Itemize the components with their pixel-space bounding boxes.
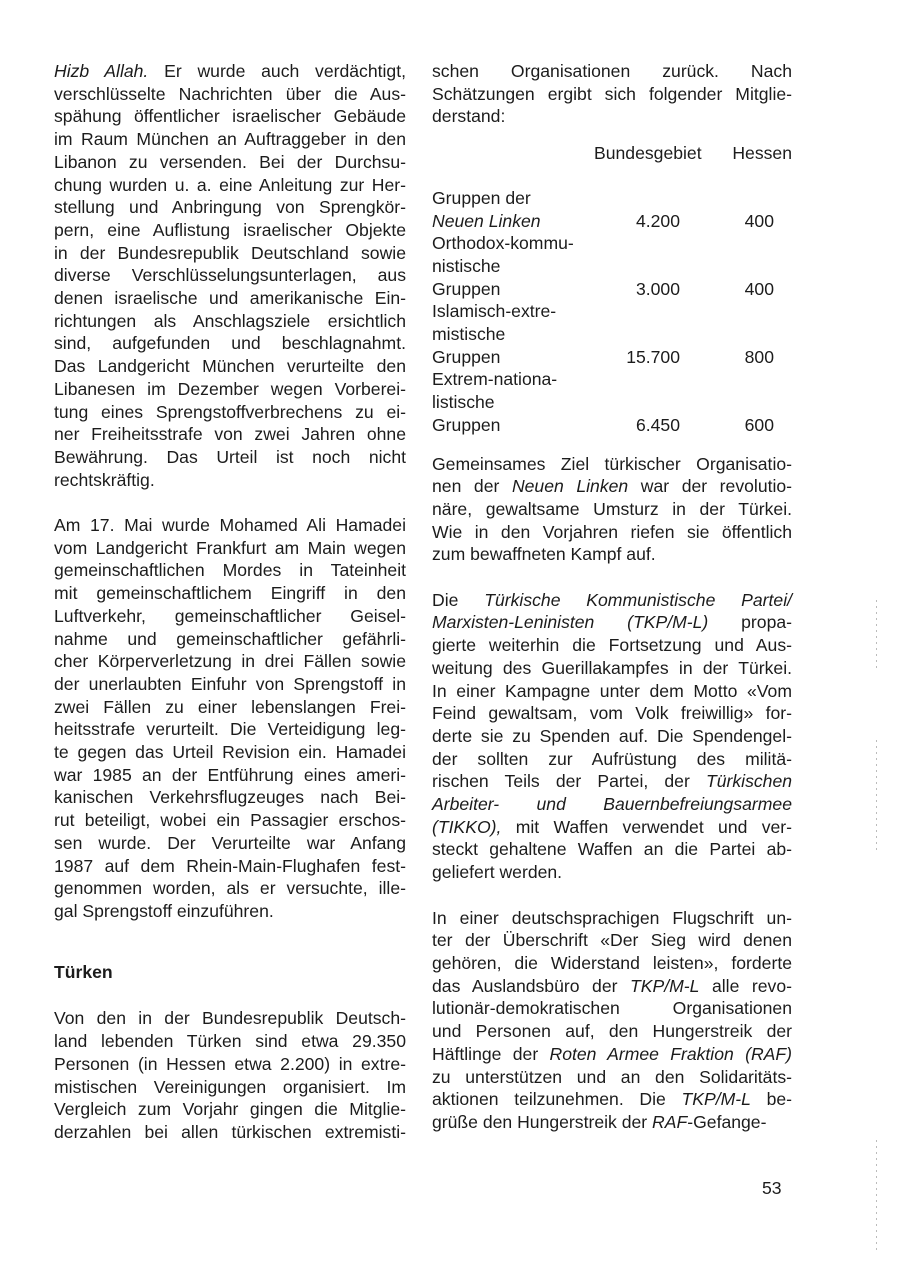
italic-term: TKP/M-L	[630, 975, 700, 996]
italic-term: Türkischen	[705, 771, 793, 792]
scan-artifact	[876, 1140, 877, 1250]
row-label: Gruppen der Neuen Linken	[432, 187, 541, 231]
italic-term: Hizb Allah.	[54, 61, 149, 81]
page-number: 53	[762, 1178, 782, 1198]
table-row	[432, 187, 792, 232]
paragraph-flugschrift: In einer deutschsprachigen Flugschrift un- ter der Überschrift «Der Sieg wird denen gehören, die Widerstand leisten», forderte das Auslandsbüro der TKP/M-L alle revo- lutionär-demokratischen Organisationen und Personen auf, den Hungerstreik der Häftlinge der Roten Armee Fraktion (RAF) zu unterstützen und an den Solidaritäts- aktionen teilzunehmen. Die TKP/M-L be- grüße den Hungerstreik der RAF-Gefange-	[432, 907, 793, 1132]
table-body	[432, 187, 792, 437]
paragraph-tkp: Die Türkische Kommunistische Partei/ Marxisten-Leninisten (TKP/M-L) propa- gierte weiterhin die Fortsetzung und Aus- weitung des Guerillakampfes in der Türkei. In einer Kampagne unter dem Motto «Vom Feind gewaltsam, vom Volk freiwillig» for- derte sie zu Spenden auf. Die Spendengel- der sollten zur Aufrüstung des militä- rischen Teils der Partei, der Türkischen Arbeiter- und Bauernbefreiungsarmee (TIKKO), mit Waffen verwendet und ver- steckt gehaltene Waffen an die Partei ab- geliefert werden.	[432, 589, 793, 883]
paragraph-hizb-allah: Hizb Allah. Er wurde auch verdächtigt, verschlüsselte Nachrichten über die Aus- spähung öffentlicher israelischer Gebäude im Raum München an Auftraggeber in den Libanon zu versenden. Bei der Durchsu- chung wurden u. a. eine Anleitung zur Her- stellung und Anbringung von Sprengkör- pern, eine Auflistung israelischer Objekte in der Bundesrepublik Deutschland sowie diverse Verschlüsselungsunterlagen, aus denen israelische und amerikanische Ein- richtungen als Anschlagsziele ersichtlich sind, aufgefunden und beschlagnahmt. Das Landgericht München verurteilte den Libanesen im Dezember wegen Vorberei- tung eines Sprengstoffverbrechens zu ei- ner Freiheitsstrafe von zwei Jahren ohne Bewährung. Das Urteil ist noch nicht rechtskräftig.	[54, 61, 406, 490]
italic-term: RAF	[652, 1111, 688, 1132]
value-hessen: 400	[744, 278, 774, 299]
italic-term: Arbeiter- und Bauernbefreiungsarmee	[432, 794, 792, 815]
paragraph-mitgliederstand: schen Organisationen zurück. Nach Schätzungen ergibt sich folgender Mitglie- derstand:	[432, 61, 792, 127]
value-hessen: 800	[744, 346, 774, 367]
row-label: Extrem-nationa- listische Gruppen	[432, 369, 558, 435]
value-bundesgebiet: 6.450	[635, 414, 680, 435]
table-row	[432, 368, 792, 436]
row-label: Orthodox-kommu- nistische Gruppen	[432, 233, 574, 299]
table-header	[432, 142, 792, 165]
italic-term: (TIKKO),	[432, 816, 502, 837]
italic-term: Neuen Linken	[511, 476, 629, 497]
row-label: Islamisch-extre- mistische Gruppen	[432, 301, 557, 367]
italic-term: Roten Armee Fraktion (RAF)	[549, 1043, 792, 1064]
value-bundesgebiet: 4.200	[635, 210, 680, 231]
paragraph-hamadei: Am 17. Mai wurde Mohamed Ali Hamadei vom Landgericht Frankfurt am Main wegen gemeinschaftlichen Mordes in Tateinheit mit gemeinschaftlichem Eingriff in den Luftverkehr, gemeinschaftlicher Geisel- nahme und gemeinschaftlicher gefährli- cher Körperverletzung in drei Fällen sowie der unerlaubten Einfuhr von Sprengstoff in zwei Fällen zu einer lebenslangen Frei- heitsstrafe verurteilt. Die Verteidigung leg- te gegen das Urteil Revision ein. Hamadei war 1985 an der Entführung eines ameri- kanischen Verkehrsflugzeuges nach Bei- rut beteiligt, wobei ein Passagier erschos- sen wurde. Der Verurteilte war Anfang 1987 auf dem Rhein-Main-Flughafen fest- genommen worden, als er versuchte, ille- gal Sprengstoff einzuführen.	[54, 515, 406, 921]
value-hessen: 600	[744, 414, 774, 435]
column-header-bundesgebiet: Bundesgebiet	[594, 143, 702, 164]
paragraph-tuerken: Von den in der Bundesrepublik Deutsch- land lebenden Türken sind etwa 29.350 Personen (in Hessen etwa 2.200) in extre- mistischen Vereinigungen organisiert. Im Vergleich zum Vorjahr gingen die Mitglie- derzahlen bei allen türkischen extremisti-	[54, 1008, 406, 1142]
scan-artifact	[876, 740, 877, 850]
italic-term: TKP/M-L	[681, 1089, 751, 1110]
value-bundesgebiet: 3.000	[635, 278, 680, 299]
table-row	[432, 300, 792, 368]
italic-term: Marxisten-Leninisten (TKP/M-L)	[432, 612, 709, 633]
left-column	[54, 60, 406, 1144]
table-row	[432, 232, 792, 300]
scan-artifact	[876, 600, 877, 670]
section-heading-tuerken: Türken	[54, 961, 113, 982]
value-hessen: 400	[744, 210, 774, 231]
paragraph-ziel: Gemeinsames Ziel türkischer Organisatio- nen der Neuen Linken war der revolutio- näre, gewaltsame Umsturz in der Türkei. Wie in den Vorjahren riefen sie öffentlich zum bewaffneten Kampf auf.	[432, 453, 793, 565]
right-column	[432, 60, 792, 1134]
italic-term: Türkische Kommunistische Partei/	[484, 589, 793, 610]
value-bundesgebiet: 15.700	[626, 346, 680, 367]
membership-table	[432, 142, 792, 436]
column-header-hessen: Hessen	[732, 143, 792, 164]
